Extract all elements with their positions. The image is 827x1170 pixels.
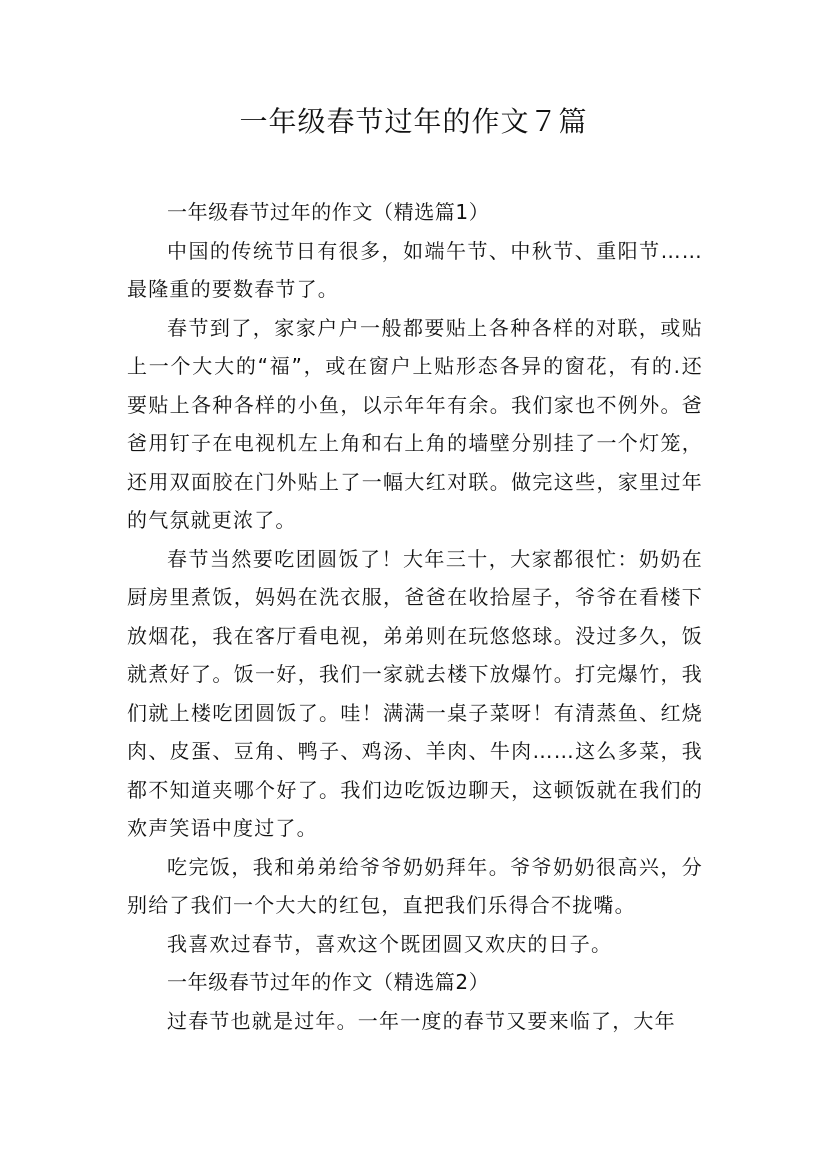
section-heading: 一年级春节过年的作文（精选篇2） — [167, 970, 490, 994]
paragraph: 我喜欢过春节，喜欢这个既团圆又欢庆的日子。 — [167, 931, 613, 956]
section-heading: 一年级春节过年的作文（精选篇1） — [167, 200, 490, 224]
document-title: 一年级春节过年的作文７篇 — [239, 105, 588, 138]
paragraph: 吃完饭，我和弟弟给爷爷奶奶拜年。爷爷奶奶很高兴，分别给了我们一个大大的红包，直把我们乐得合不拢嘴。 — [127, 854, 703, 917]
paragraph: 过春节也就是过年。一年一度的春节又要来临了，大年 — [167, 1008, 676, 1033]
paragraph: 春节当然要吃团圆饭了！大年三十，大家都很忙：奶奶在厨房里煮饭，妈妈在洗衣服，爸爸在收拾屋子，爷爷在看楼下放烟花，我在客厅看电视，弟弟则在玩悠悠球。没过多久，饭就煮好了。饭一好，我们一家就去楼下放爆竹。打完爆竹，我们就上楼吃团圆饭了。哇！满满一桌子菜呀！有清蒸鱼、红烧肉、皮蛋、豆角、鸭子、鸡汤、羊肉、牛肉……这么多菜，我都不知道夹哪个好了。我们边吃饭边聊天，这顿饭就在我们的欢声笑语中度过了。 — [127, 546, 703, 840]
paragraph: 中国的传统节日有很多，如端午节、中秋节、重阳节……最隆重的要数春节了。 — [127, 238, 703, 301]
paragraph: 春节到了，家家户户一般都要贴上各种各样的对联，或贴上一个大大的“福”，或在窗户上贴形态各异的窗花，有的.还要贴上各种各样的小鱼，以示年年有余。我们家也不例外。爸爸用钉子在电视机左上角和右上角的墙壁分别挂了一个灯笼，还用双面胶在门外贴上了一幅大红对联。做完这些，家里过年的气氛就更浓了。 — [127, 315, 703, 532]
document-body — [127, 193, 703, 1040]
